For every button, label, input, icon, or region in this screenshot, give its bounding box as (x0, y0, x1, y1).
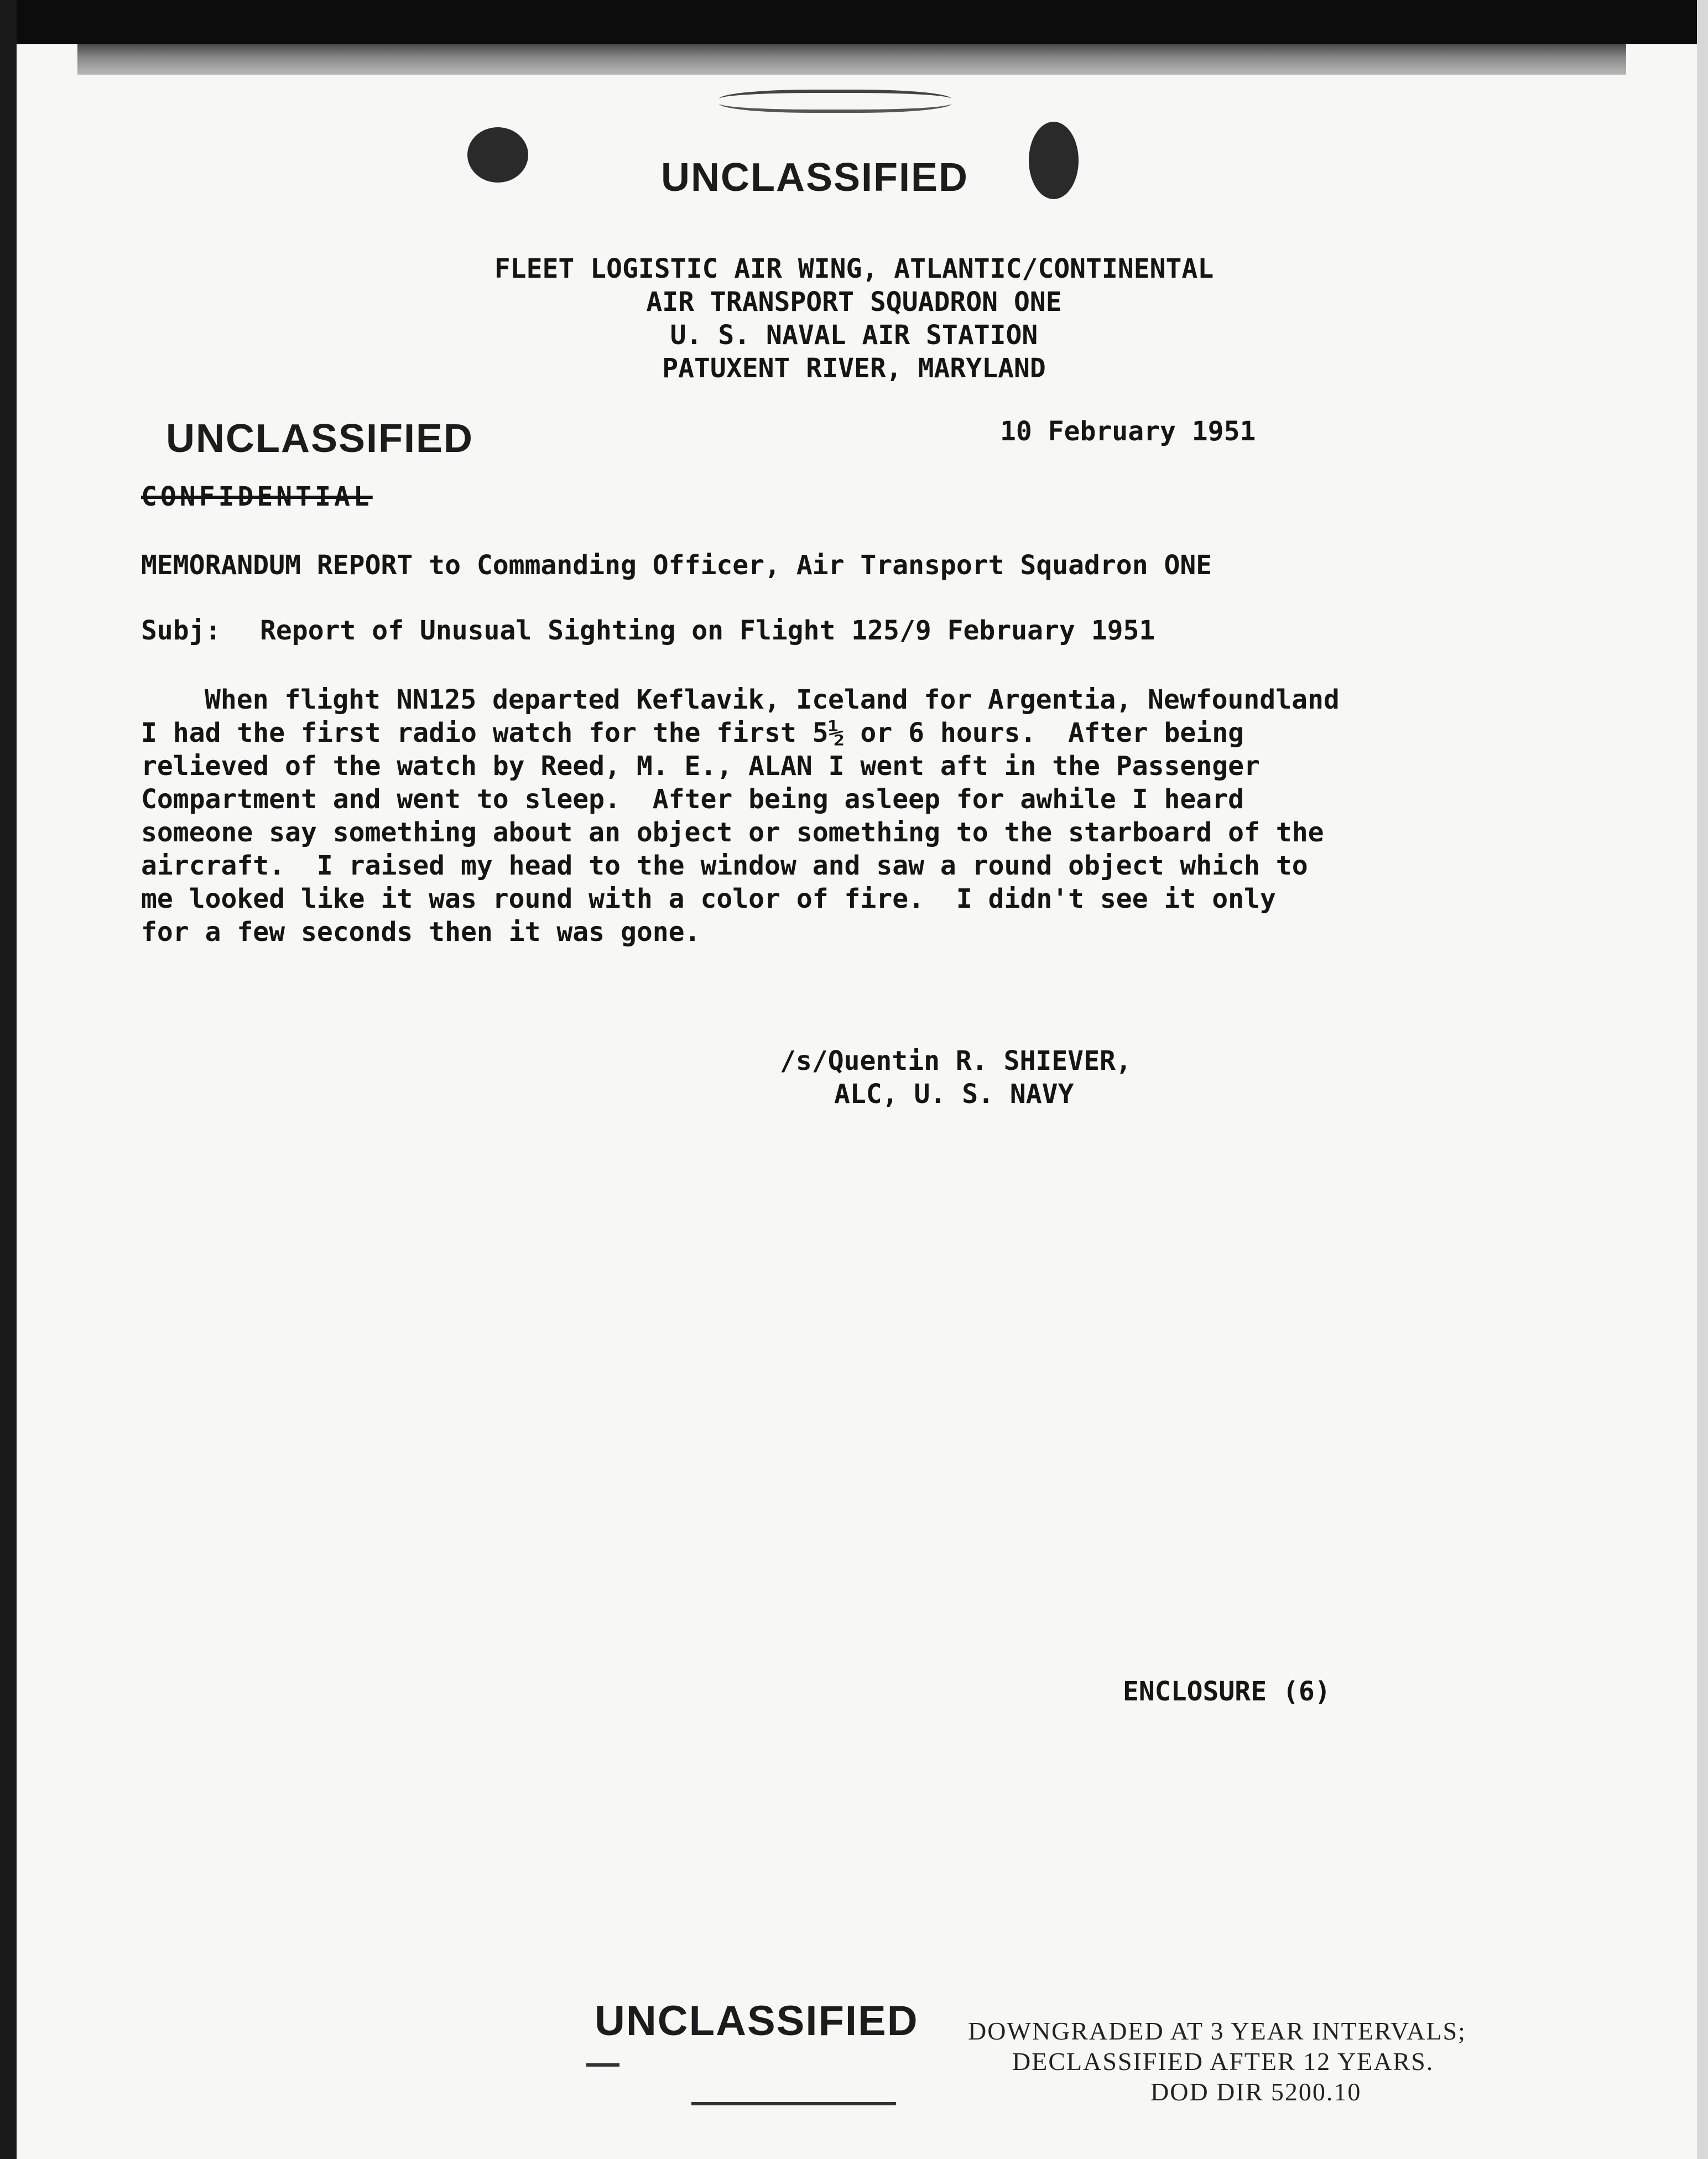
memo-heading: MEMORANDUM REPORT to Commanding Officer, Air Transport Squadron ONE (141, 550, 1212, 581)
signature-rank: ALC, U. S. NAVY (834, 1079, 1074, 1110)
letterhead-line-4: PATUXENT RIVER, MARYLAND (662, 353, 1046, 384)
classification-stamp-left: UNCLASSIFIED (166, 417, 474, 461)
body-line: for a few seconds then it was gone. (141, 917, 701, 948)
downgrade-line-3: DOD DIR 5200.10 (1150, 2078, 1362, 2106)
body-line: Compartment and went to sleep. After being asleep for awhile I heard (141, 784, 1244, 815)
body-line: I had the first radio watch for the first 5½ or 6 hours. After being (141, 717, 1244, 748)
downgrade-line-2: DECLASSIFIED AFTER 12 YEARS. (1012, 2047, 1434, 2075)
enclosure-label: ENCLOSURE (6) (1123, 1676, 1331, 1707)
document-date: 10 February 1951 (1000, 416, 1256, 447)
pen-mark-bottom (691, 2102, 896, 2105)
scan-edge-shadow (77, 44, 1626, 75)
body-line: relieved of the watch by Reed, M. E., ALAN I went aft in the Passenger (141, 751, 1260, 782)
subject-label: Subj: (141, 615, 221, 646)
pen-mark-dash (586, 2063, 619, 2067)
struck-classification: CONFIDENTIAL (141, 481, 373, 512)
staple-mark (719, 90, 951, 113)
body-line: me looked like it was round with a color of fire. I didn't see it only (141, 883, 1276, 914)
subject-text: Report of Unusual Sighting on Flight 125/9 February 1951 (260, 615, 1155, 646)
body-line: someone say something about an object or something to the starboard of the (141, 817, 1324, 848)
report-body (141, 683, 1413, 949)
scan-border-top (0, 0, 1708, 44)
punch-hole-right (1029, 122, 1079, 199)
body-line: aircraft. I raised my head to the window and saw a round object which to (141, 850, 1308, 881)
classification-stamp-bottom: UNCLASSIFIED (595, 1997, 919, 2044)
punch-hole-left (467, 127, 528, 183)
letterhead-line-2: AIR TRANSPORT SQUADRON ONE (646, 287, 1062, 318)
letterhead-line-1: FLEET LOGISTIC AIR WING, ATLANTIC/CONTINENTAL (494, 253, 1214, 284)
classification-stamp-top: UNCLASSIFIED (661, 155, 969, 200)
signature-name: /s/Quentin R. SHIEVER, (780, 1045, 1132, 1076)
body-line: When flight NN125 departed Keflavik, Iceland for Argentia, Newfoundland (205, 684, 1340, 715)
letterhead-line-3: U. S. NAVAL AIR STATION (670, 320, 1038, 351)
downgrade-line-1: DOWNGRADED AT 3 YEAR INTERVALS; (968, 2017, 1466, 2045)
